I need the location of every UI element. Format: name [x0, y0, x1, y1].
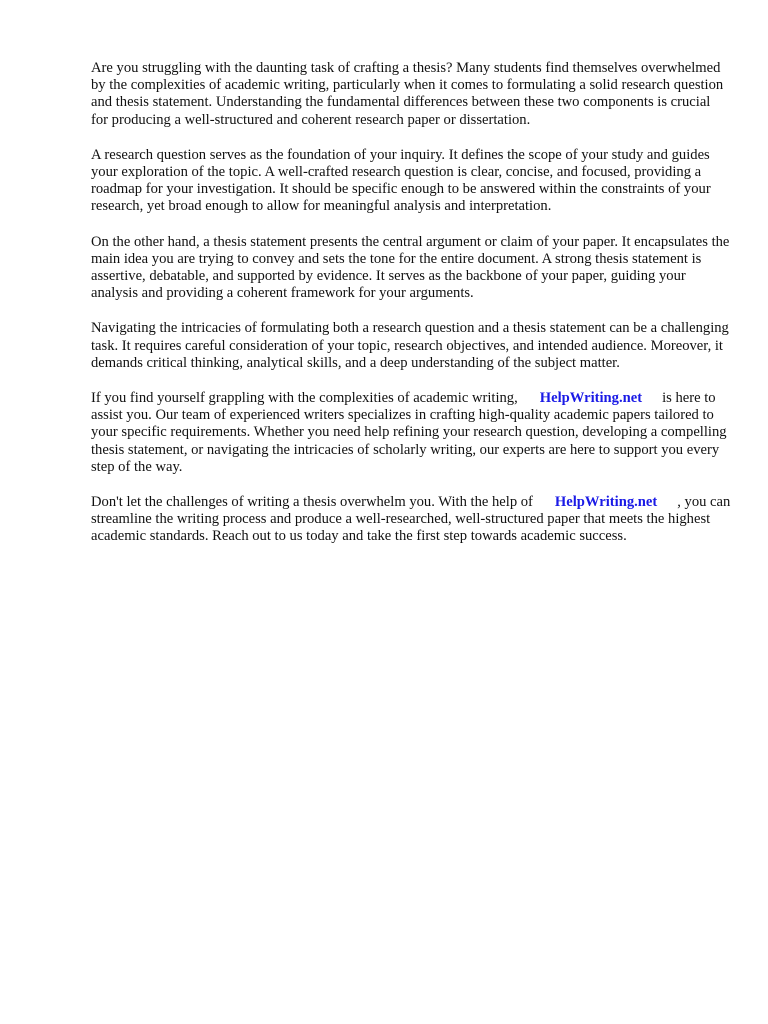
- document-body: [91, 60, 731, 564]
- closing-text-after: , you can streamline the writing process and produce a well-researched, well-structured paper that meets the highest academic standards. Reach out to us today and take the first step towards academic success.: [91, 494, 731, 545]
- paragraph-research-question: A research question serves as the foundation of your inquiry. It defines the scope of your study and guides your exploration of the topic. A well-crafted research question is clear, concise, and focused, providing a roadmap for your investigation. It should be specific enough to be answered within the constraints of your research, yet broad enough to allow for meaningful analysis and interpretation.: [91, 146, 711, 215]
- paragraph-thesis-statement: On the other hand, a thesis statement presents the central argument or claim of your paper. It encapsulates the main idea you are trying to convey and sets the tone for the entire document. A strong thesis statement is assertive, debatable, and supported by evidence. It serves as the backbone of your paper, guiding your analysis and providing a coherent framework for your arguments.: [91, 233, 730, 302]
- helpwriting-link[interactable]: HelpWriting.net: [539, 390, 643, 407]
- paragraph-navigating: Navigating the intricacies of formulating both a research question and a thesis statement can be a challenging task. It requires careful consideration of your topic, research objectives, and intended audience. Moreover, it demands critical thinking, analytical skills, and a deep understanding of the subject matter.: [91, 320, 729, 371]
- help-offer-text-after: is here to assist you. Our team of experienced writers specializes in crafting high-quality academic papers tailored to your specific requirements. Whether you need help refining your research question, developing a compelling thesis statement, or navigating the intricacies of scholarly writing, our experts are here to support you every step of the way.: [91, 390, 727, 475]
- help-offer-text-before: If you find yourself grappling with the complexities of academic writing,: [91, 390, 518, 407]
- paragraph-help-offer: [91, 390, 731, 476]
- paragraph-closing: [91, 494, 731, 546]
- closing-text-before: Don't let the challenges of writing a thesis overwhelm you. With the help of: [91, 494, 533, 511]
- paragraph-intro: Are you struggling with the daunting task of crafting a thesis? Many students find themselves overwhelmed by the complexities of academic writing, particularly when it comes to formulating a solid research question and thesis statement. Understanding the fundamental differences between these two components is crucial for producing a well-structured and coherent research paper or dissertation.: [91, 60, 724, 128]
- helpwriting-link-closing[interactable]: HelpWriting.net: [554, 494, 658, 511]
